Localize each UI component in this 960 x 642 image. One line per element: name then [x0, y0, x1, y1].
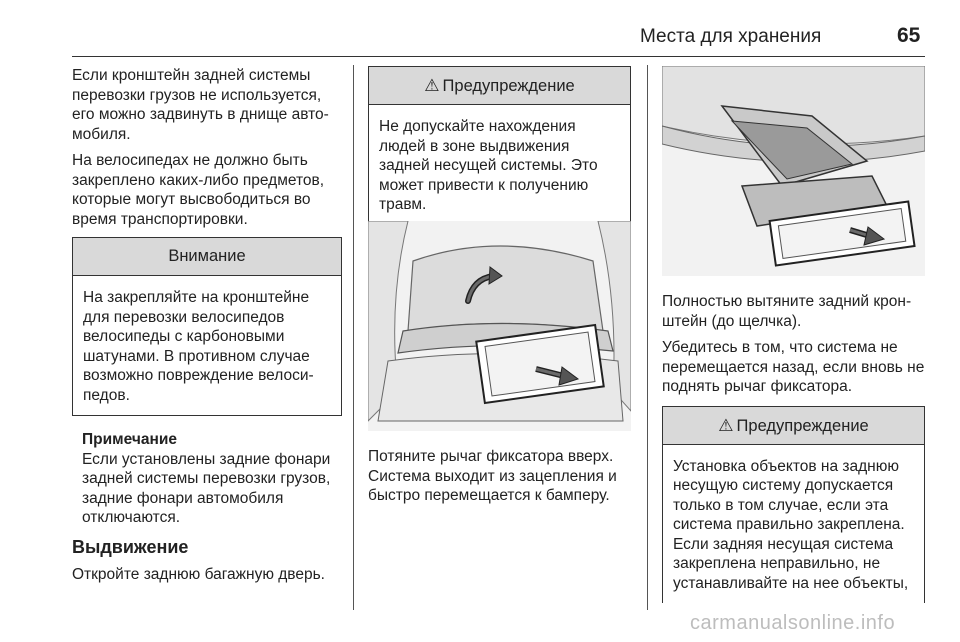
warning-title-2 [663, 407, 924, 445]
column-3 [662, 292, 932, 603]
paragraph-check-system: Убедитесь в том, что система не перемещается назад, если вновь не поднять рычаг фиксатора. [662, 339, 925, 395]
watermark: carmanualsonline.info [690, 612, 896, 634]
caution-title: Внимание [73, 238, 341, 276]
column-divider-1 [353, 65, 354, 610]
column-divider-2 [647, 65, 648, 610]
warning-body-2: Установка объектов на заднюю несущую систему допускается только в том случае, если эта система правильно закреплена. Если задняя несущая система закреплена неправильно, не устанавливайте на нее объекты, [673, 457, 909, 592]
figure-pulled-bracket [662, 66, 925, 276]
note-block [72, 430, 342, 528]
warning-triangle-icon: ⚠ [424, 76, 440, 95]
note-body: Если установлены задние фонари задней системы перевозки грузов, задние фонари автомобиля отключаются. [82, 450, 331, 526]
warning-triangle-icon: ⚠ [718, 415, 734, 435]
caution-box [72, 237, 342, 416]
warning-title-1 [369, 67, 630, 105]
figure-release-lever-drawing [368, 221, 631, 431]
page-number: 65 [897, 24, 921, 47]
figure-release-lever [368, 221, 631, 431]
warning-body-1: Не допускайте нахождения людей в зоне выдвижения задней несущей системы. Это может привести к получению травм. [379, 118, 598, 213]
paragraph-pull-bracket: Полностью вытяните задний кронштейн (до щелчка). [662, 293, 912, 330]
paragraph-bracket-retract: Если кронштейн задней системы перевозки грузов не используется, его можно задвинуть в днище автомобиля. [72, 67, 329, 143]
column-2 [368, 66, 631, 226]
warning-box-2 [662, 406, 925, 604]
warning-title-2-label: Предупреждение [736, 416, 869, 435]
caption-release-lever: Потяните рычаг фиксатора вверх. Система выходит из зацепления и быстро перемещается к бамперу. [368, 448, 617, 504]
header-rule [72, 56, 925, 57]
page-header-title: Места для хранения [640, 26, 822, 47]
section-heading: Выдвижение [72, 536, 189, 557]
paragraph-bicycle-objects: На велосипедах не должно быть закреплено каких-либо предметов, которые могут высвободиться во время транспортировки. [72, 152, 325, 228]
caution-body: На закрепляйте на кронштейне для перевозки велосипедов велосипеды с карбоновыми шатунами. В противном случае возможно повреждение велосипедов. [83, 289, 314, 404]
note-title: Примечание [82, 431, 177, 448]
paragraph-open-tailgate: Откройте заднюю багажную дверь. [72, 566, 325, 583]
warning-box-1 [368, 66, 631, 226]
column-1 [72, 66, 342, 592]
warning-title-1-label: Предупреждение [442, 77, 575, 95]
figure-pulled-bracket-drawing [662, 66, 925, 276]
